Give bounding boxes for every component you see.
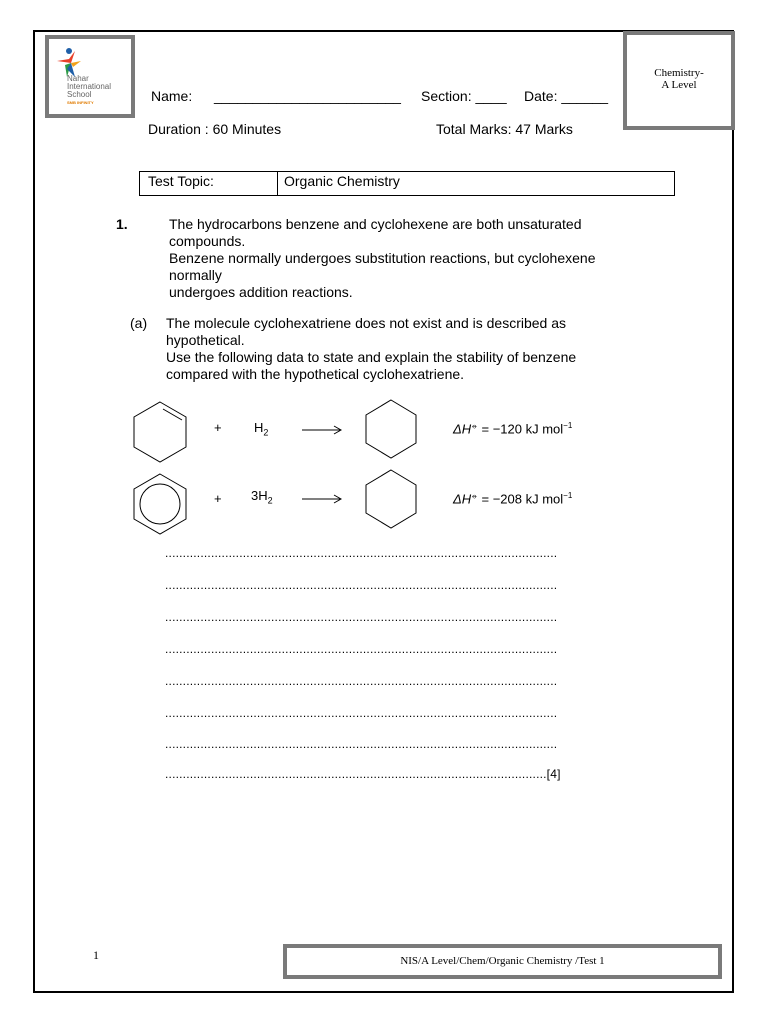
topic-value: Organic Chemistry xyxy=(284,173,400,189)
logo-text: Nahar International School xyxy=(67,74,112,99)
cyclohexene-structure xyxy=(134,402,186,462)
date-label[interactable]: Date: ______ xyxy=(524,88,609,104)
subject-line-2: A Level xyxy=(661,79,697,91)
answer-line[interactable]: ............................................................................................................... xyxy=(165,546,558,560)
reaction-arrow-2 xyxy=(302,495,341,503)
answer-line[interactable]: ............................................................................................................... xyxy=(165,642,558,656)
footer-reference: NIS/A Level/Chem/Organic Chemistry /Test 1 xyxy=(283,944,722,979)
name-blank[interactable]: ________________________ xyxy=(214,88,401,104)
answer-line-final[interactable]: ............................................................................................................[4] xyxy=(165,767,561,781)
answer-line[interactable]: ............................................................................................................... xyxy=(165,737,558,751)
total-marks: Total Marks: 47 Marks xyxy=(436,121,573,137)
reagent-1: $H_2$ xyxy=(254,420,269,438)
topic-label: Test Topic: xyxy=(140,172,278,195)
question-number: 1. xyxy=(116,216,128,232)
topic-table xyxy=(139,171,675,196)
school-logo xyxy=(45,35,135,118)
enthalpy-change-2: ΔH⦵ = −208 kJ mol$^{-1}$ xyxy=(453,491,573,507)
name-label: Name: xyxy=(151,88,193,104)
part-a-text: The molecule cyclohexatriene does not exist and is described as hypothetical. Use the following data to state and explain the stability of benzene compared with the hypothetical cyclohexatriene. xyxy=(166,315,577,382)
logo-tagline: SMB INFINITY xyxy=(67,100,94,105)
answer-line[interactable]: ............................................................................................................... xyxy=(165,610,558,624)
answer-line[interactable]: ............................................................................................................... xyxy=(165,674,558,688)
subject-line-1: Chemistry- xyxy=(654,67,704,79)
reaction-arrow-1 xyxy=(302,426,341,434)
part-a-label: (a) xyxy=(130,315,148,331)
cyclohexane-product-1 xyxy=(366,400,416,458)
benzene-structure xyxy=(134,474,186,534)
subject-box xyxy=(623,31,735,130)
answer-line[interactable]: ............................................................................................................... xyxy=(165,578,558,592)
question-text: The hydrocarbons benzene and cyclohexene are both unsaturated compounds. Benzene normally undergoes substitution reactions, but cyclohexene normally undergoes addition reactions. xyxy=(169,216,596,300)
reaction-scheme xyxy=(120,390,620,535)
section-label[interactable]: Section: ____ xyxy=(421,88,507,104)
plus-sign-1: + xyxy=(214,420,222,435)
plus-sign-2: + xyxy=(214,491,222,506)
duration: Duration : 60 Minutes xyxy=(148,121,282,137)
cyclohexane-product-2 xyxy=(366,470,416,528)
answer-line[interactable]: ............................................................................................................... xyxy=(165,706,558,720)
page-number: 1 xyxy=(93,948,99,962)
reagent-2: $3H_2$ xyxy=(251,488,273,506)
enthalpy-change-1: ΔH⦵ = −120 kJ mol$^{-1}$ xyxy=(453,421,573,437)
